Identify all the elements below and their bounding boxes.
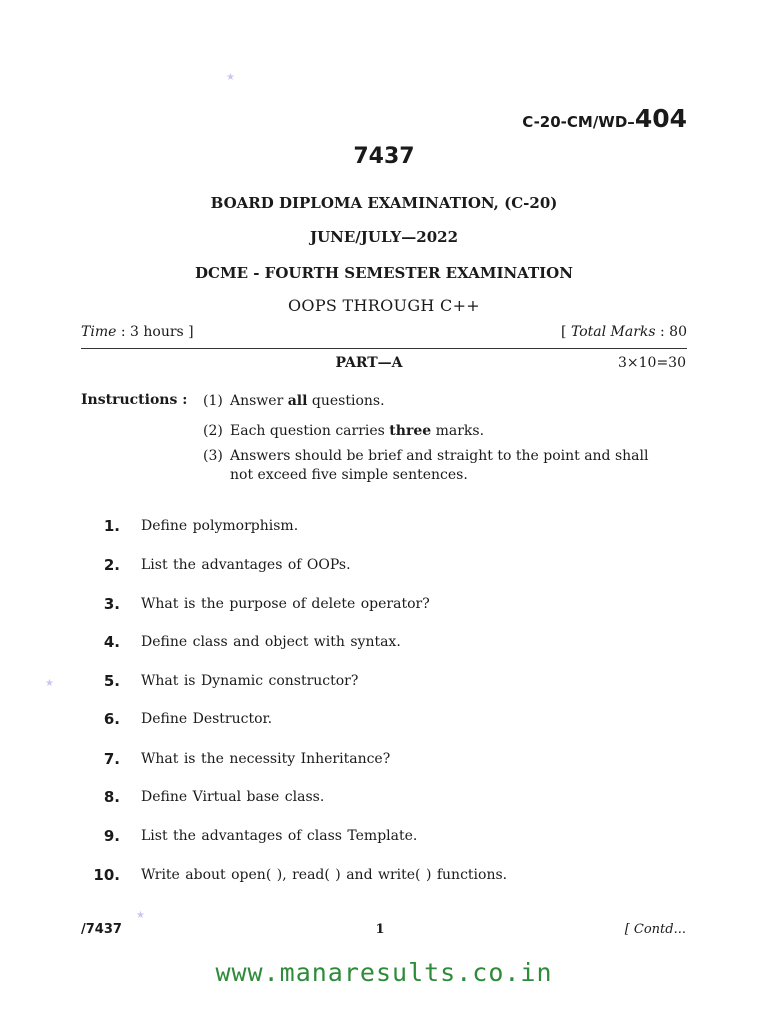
- question-text: Write about open( ), read( ) and write( ) functions.: [141, 867, 508, 883]
- question-text: Define Destructor.: [141, 711, 273, 727]
- time-value: : 3 hours ]: [120, 324, 194, 340]
- question-number: 1.: [103, 517, 120, 535]
- continued-note: [ Contd...: [624, 922, 686, 937]
- paper-series-code: [522, 104, 687, 133]
- question-number: 3.: [103, 595, 120, 613]
- question-number: 10.: [93, 866, 120, 884]
- header-divider: [81, 348, 687, 349]
- exam-session: JUNE/JULY—2022: [309, 228, 459, 246]
- part-title: PART—A: [335, 355, 403, 371]
- marks-label: Total Marks: [570, 324, 656, 340]
- decorative-speck-icon: ★: [136, 910, 145, 921]
- series-code-prefix: C-20-CM/WD–: [522, 113, 635, 131]
- question-number: 9.: [103, 827, 120, 845]
- series-code-number: 404: [634, 104, 687, 133]
- instruction-item: [203, 392, 673, 411]
- instruction-text: Answers should be brief and straight to the point and shall not exceed five simple sentences.: [230, 448, 649, 483]
- instruction-number: (2): [203, 423, 223, 439]
- semester-title: DCME - FOURTH SEMESTER EXAMINATION: [195, 264, 573, 282]
- question-text: Define class and object with syntax.: [141, 634, 401, 650]
- marks-bracket: [: [561, 324, 571, 340]
- board-title: BOARD DIPLOMA EXAMINATION, (C-20): [210, 194, 558, 212]
- question-number: 5.: [103, 672, 120, 690]
- question-text: Define Virtual base class.: [141, 789, 325, 805]
- paper-code: 7437: [353, 144, 415, 169]
- question-number: 2.: [103, 556, 120, 574]
- instruction-item: [203, 447, 673, 485]
- instructions-label: Instructions :: [81, 392, 188, 408]
- instruction-text: Each question carries three marks.: [230, 423, 485, 439]
- question-number: 6.: [103, 710, 120, 728]
- question-number: 7.: [103, 750, 120, 768]
- subject-title: OOPS THROUGH C++: [288, 296, 480, 315]
- question-number: 8.: [103, 788, 120, 806]
- page-number: 1: [375, 922, 385, 937]
- footer-paper-code: /7437: [81, 922, 122, 937]
- question-number: 4.: [103, 633, 120, 651]
- time-label: Time: [81, 324, 117, 340]
- instruction-number: (1): [203, 393, 223, 409]
- question-text: What is Dynamic constructor?: [141, 673, 359, 689]
- question-text: Define polymorphism.: [141, 518, 299, 534]
- instruction-number: (3): [203, 448, 223, 464]
- question-text: What is the purpose of delete operator?: [141, 596, 430, 612]
- part-marks: 3×10=30: [618, 355, 686, 371]
- instruction-text: Answer all questions.: [230, 393, 385, 409]
- website-watermark: www.manaresults.co.in: [215, 958, 553, 987]
- total-marks: [561, 324, 687, 340]
- decorative-speck-icon: ★: [45, 678, 54, 689]
- question-text: What is the necessity Inheritance?: [141, 751, 391, 767]
- marks-value: : 80: [660, 324, 687, 340]
- time-allowed: [81, 324, 194, 340]
- decorative-speck-icon: ★: [226, 72, 235, 83]
- instruction-item: [203, 422, 673, 441]
- question-text: List the advantages of class Template.: [141, 828, 418, 844]
- question-text: List the advantages of OOPs.: [141, 557, 351, 573]
